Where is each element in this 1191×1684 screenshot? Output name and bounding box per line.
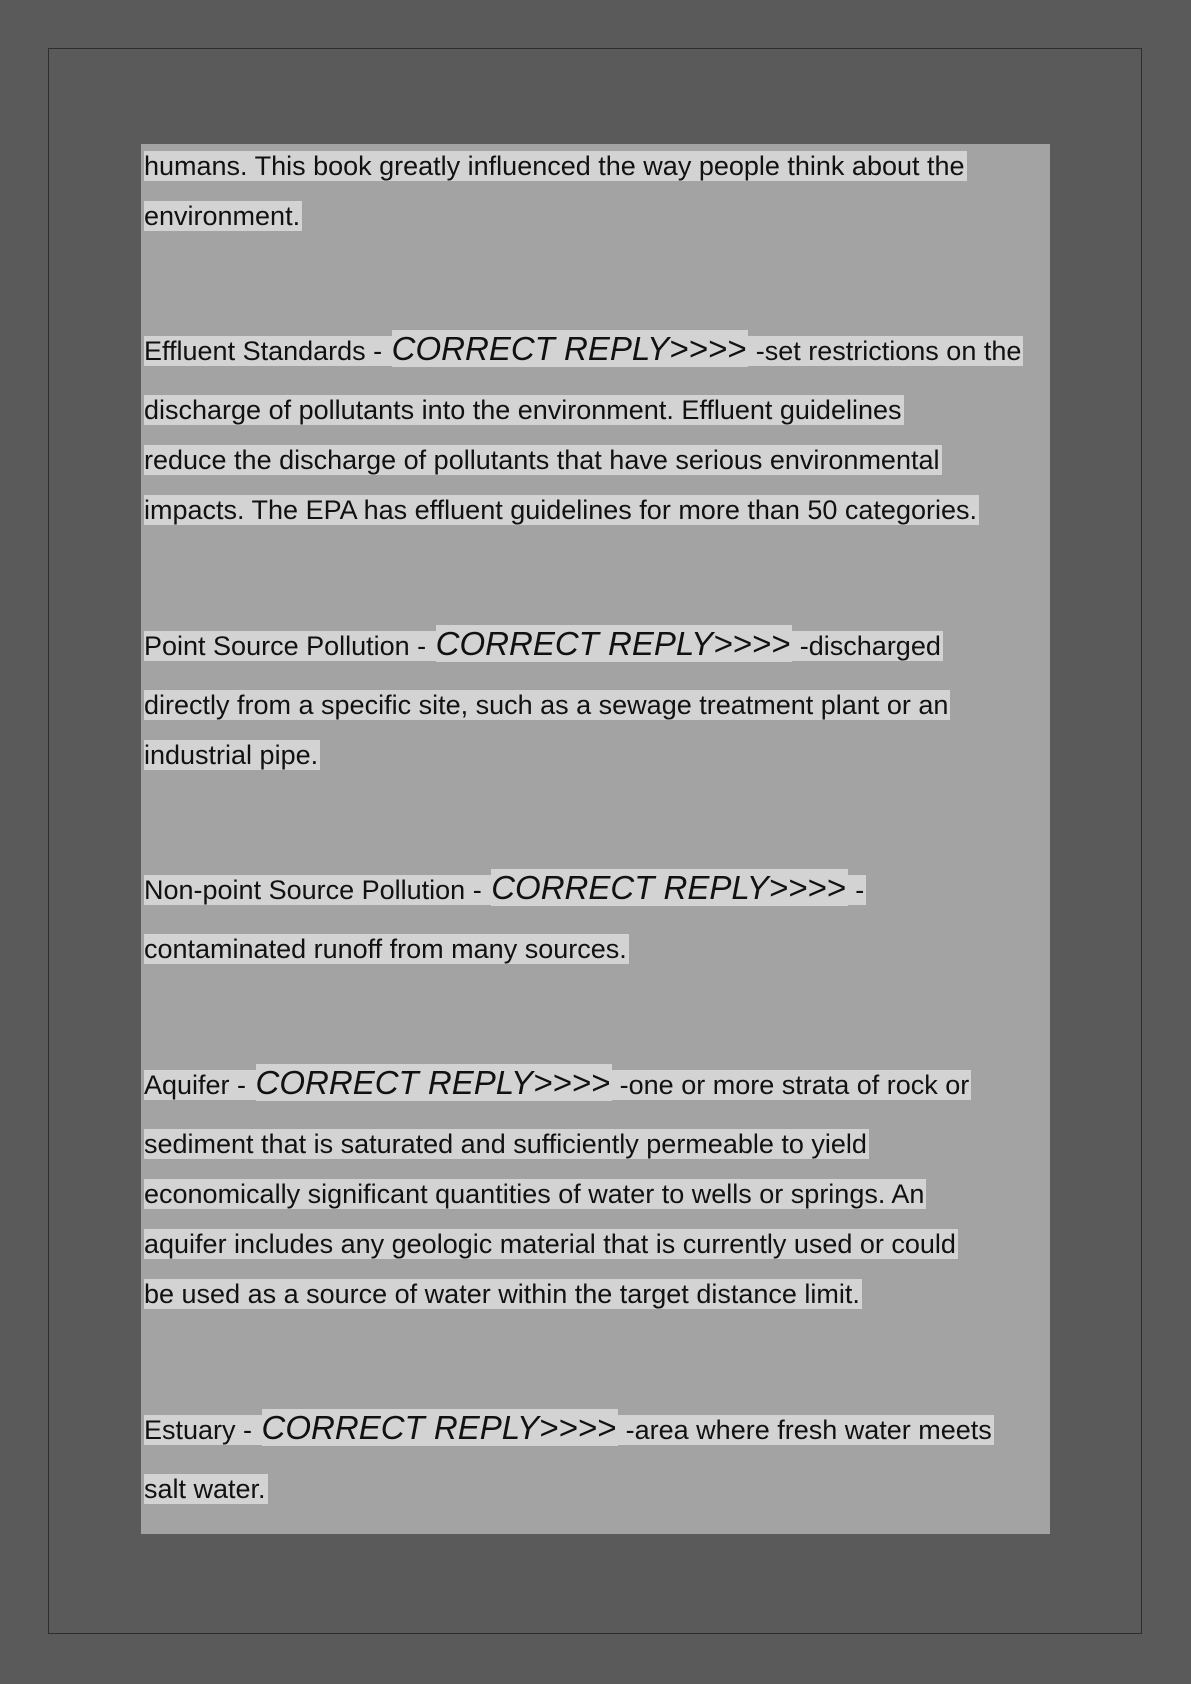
term-line-effluent-standards — [144, 327, 1023, 371]
text-segment: sediment that is saturated and sufficiently permeable to yield — [144, 1129, 867, 1159]
correct-reply-label: CORRECT REPLY>>>> — [491, 869, 846, 906]
text-line — [144, 1272, 862, 1316]
text-segment: impacts. The EPA has effluent guidelines for more than 50 categories. — [144, 495, 977, 525]
text-line — [144, 733, 320, 777]
text-line — [144, 144, 967, 188]
text-segment: industrial pipe. — [144, 740, 319, 770]
text-line — [144, 1122, 869, 1166]
term-line-estuary — [144, 1406, 994, 1450]
term-label: Estuary - — [144, 1415, 260, 1445]
text-segment: reduce the discharge of pollutants that have serious environmental — [144, 445, 940, 475]
term-label: Effluent Standards - — [144, 336, 390, 366]
term-line-non-point-source-pollution — [144, 866, 866, 910]
text-line — [144, 1172, 926, 1216]
text-segment: be used as a source of water within the target distance limit. — [144, 1279, 860, 1309]
text-line — [144, 1467, 268, 1511]
correct-reply-label: CORRECT REPLY>>>> — [391, 330, 747, 367]
term-label: Non-point Source Pollution - — [144, 875, 490, 905]
term-line-aquifer — [144, 1061, 971, 1105]
text-line — [144, 194, 302, 238]
definition-text: -set restrictions on the — [748, 336, 1022, 366]
term-line-point-source-pollution — [144, 622, 943, 666]
text-segment: environment. — [144, 201, 301, 231]
text-segment: salt water. — [144, 1474, 266, 1504]
correct-reply-label: CORRECT REPLY>>>> — [261, 1409, 617, 1446]
definition-text: -area where fresh water meets — [618, 1415, 992, 1445]
term-label: Point Source Pollution - — [144, 631, 434, 661]
term-label: Aquifer - — [144, 1070, 254, 1100]
definition-text: -one or more strata of rock or — [612, 1070, 970, 1100]
text-segment: discharge of pollutants into the environment. Effluent guidelines — [144, 395, 902, 425]
definition-text: -discharged — [792, 631, 941, 661]
text-line — [144, 388, 904, 432]
text-segment: economically significant quantities of water to wells or springs. An — [144, 1179, 925, 1209]
text-line — [144, 1222, 958, 1266]
text-segment: humans. This book greatly influenced the way people think about the — [144, 151, 965, 181]
correct-reply-label: CORRECT REPLY>>>> — [255, 1064, 611, 1101]
correct-reply-label: CORRECT REPLY>>>> — [435, 625, 791, 662]
text-line — [144, 683, 950, 727]
text-line — [144, 488, 979, 532]
text-segment: contaminated runoff from many sources. — [144, 934, 627, 964]
text-segment: directly from a specific site, such as a sewage treatment plant or an — [144, 690, 949, 720]
text-segment: aquifer includes any geologic material that is currently used or could — [144, 1229, 956, 1259]
text-line — [144, 438, 942, 482]
text-line — [144, 927, 629, 971]
definition-text: - — [847, 875, 865, 905]
